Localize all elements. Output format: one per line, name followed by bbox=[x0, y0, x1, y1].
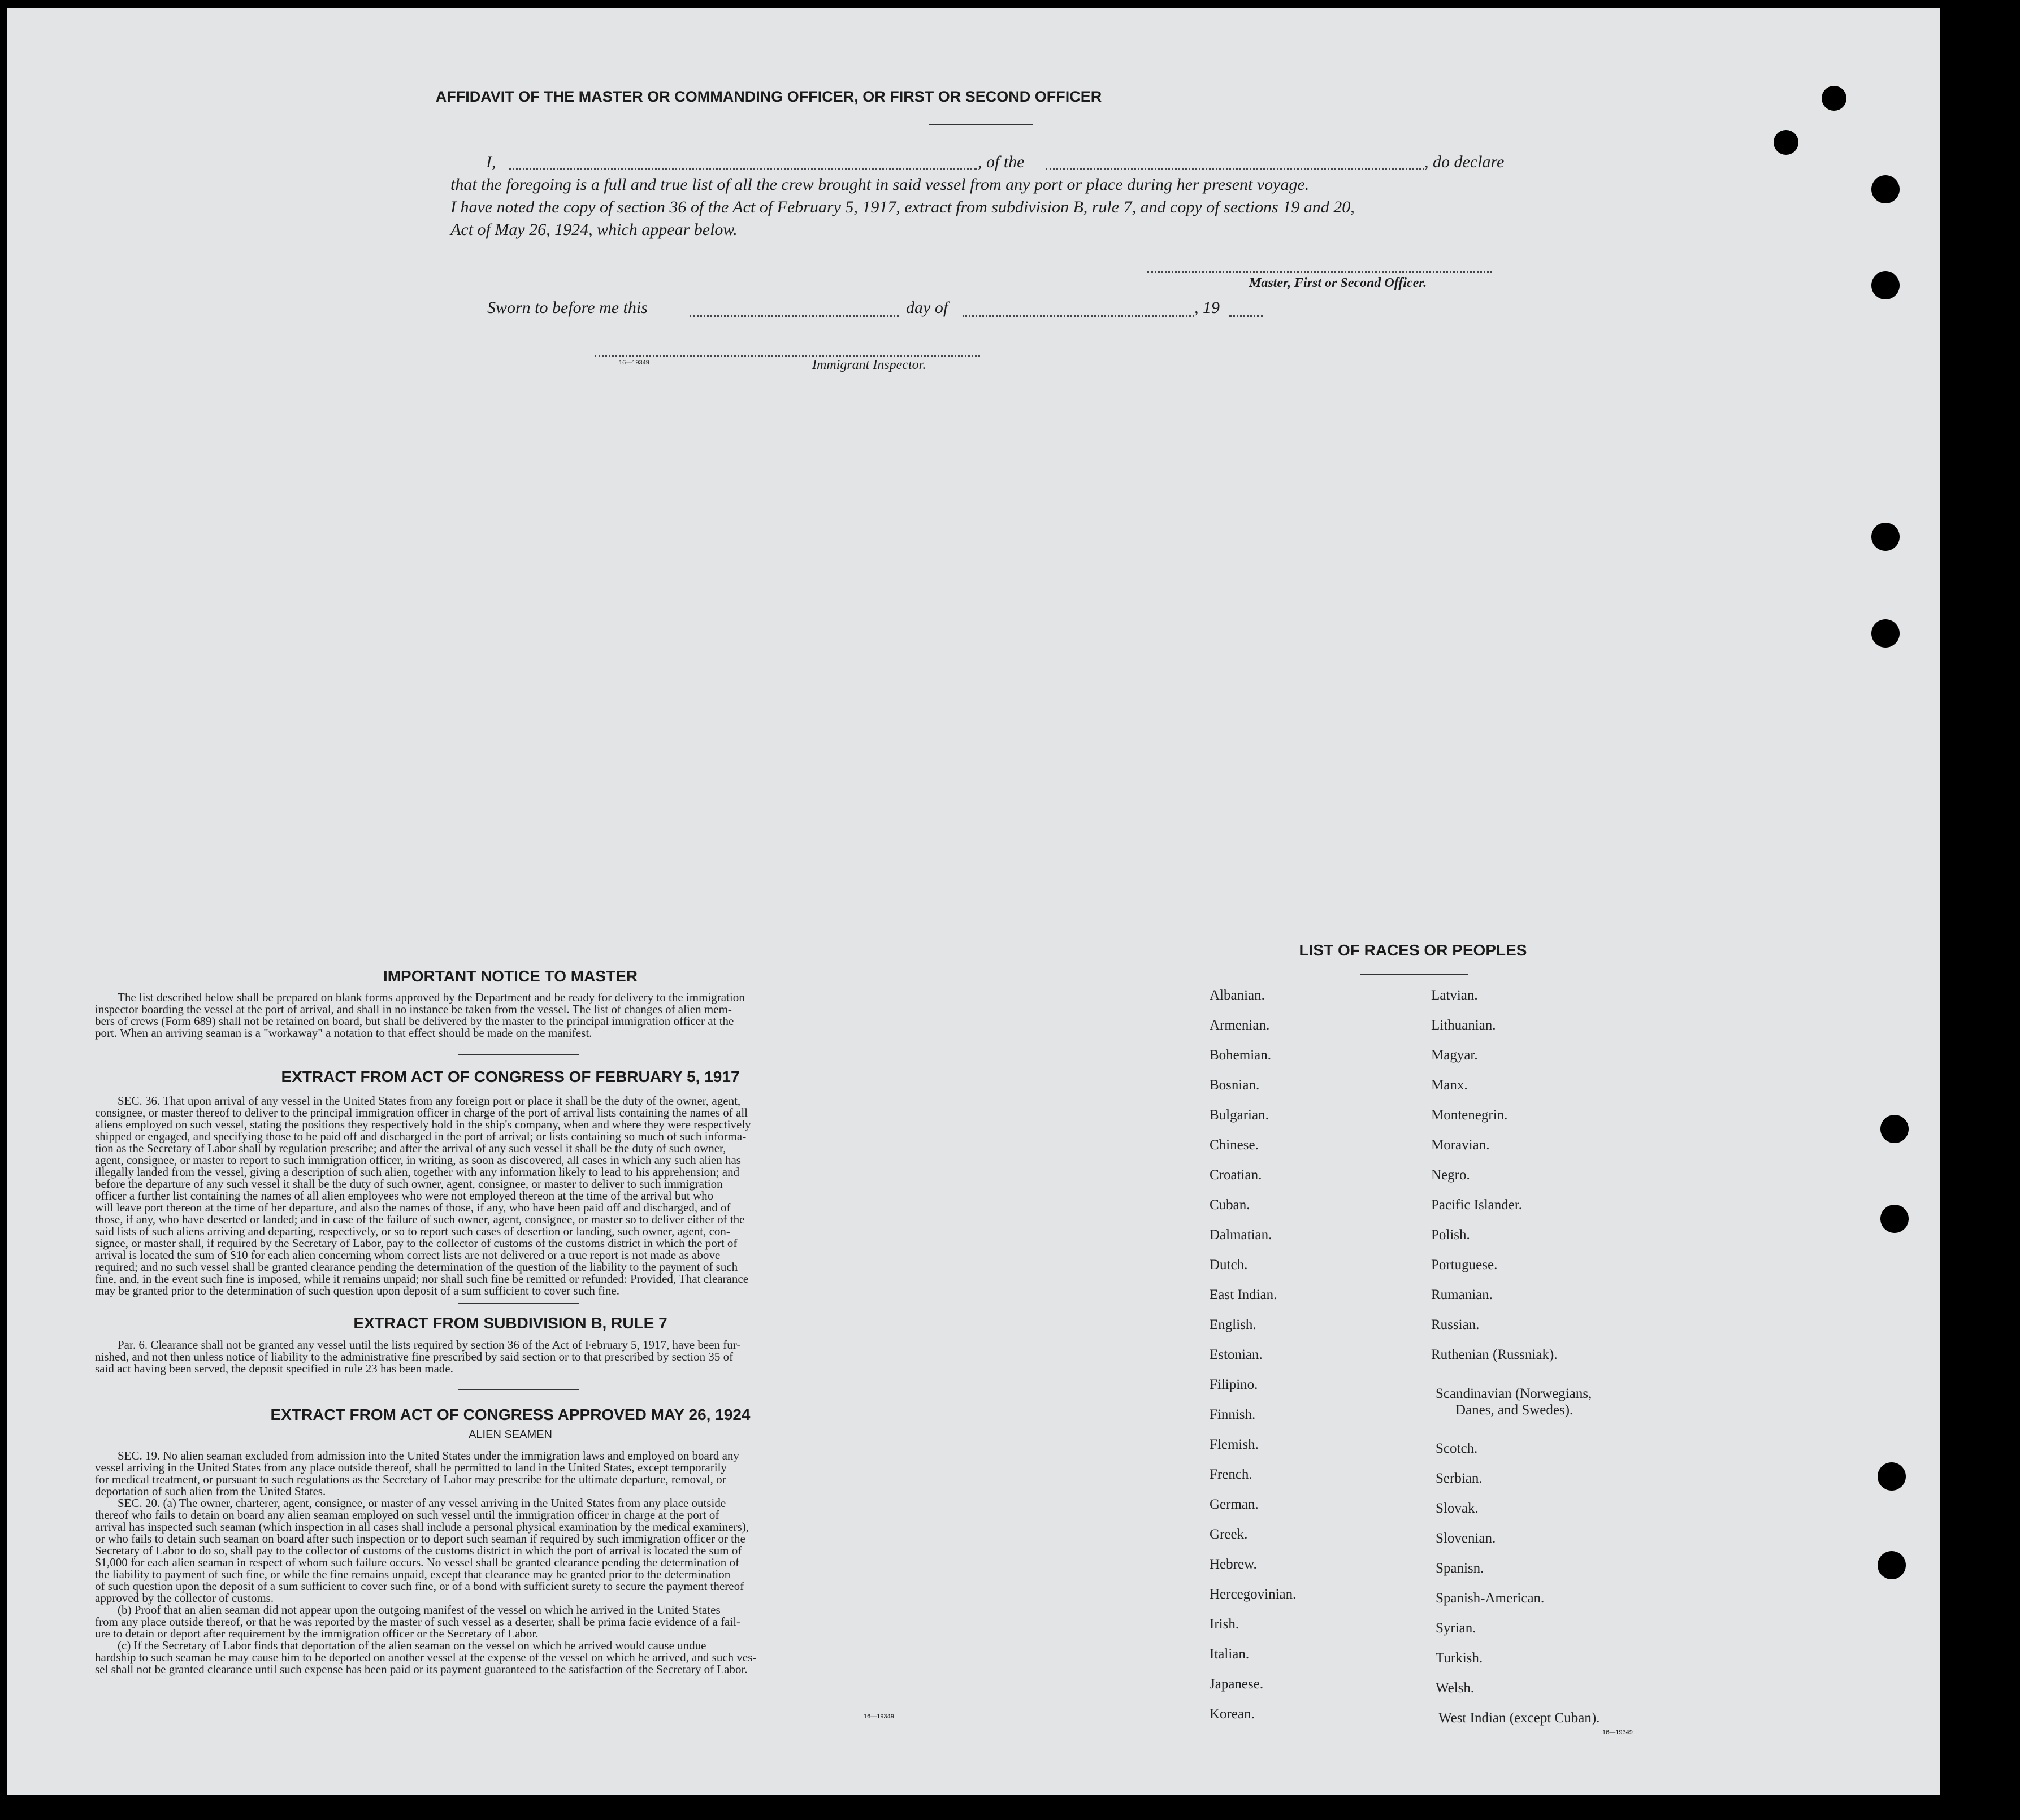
races-form-number: 16—19349 bbox=[1602, 1729, 1633, 1736]
race-left: Croatian. bbox=[1210, 1167, 1262, 1183]
sworn-label: Sworn to before me this bbox=[487, 298, 648, 317]
extract-1924-line: approved by the collector of customs. bbox=[95, 1591, 274, 1605]
affidavit-line-2: that the foregoing is a full and true list of all the crew brought in said vessel from any port or place during her present voyage. bbox=[450, 175, 1310, 194]
punch-hole bbox=[1774, 130, 1798, 155]
extract-1924-line: ure to detain or deport after requirement by the immigration officer or the Secretary of Labor. bbox=[95, 1627, 539, 1640]
affidavit-line-3: I have noted the copy of section 36 of the Act of February 5, 1917, extract from subdivision B, rule 7, and copy of sections 19 and 20, bbox=[450, 198, 1355, 216]
extract-1917-line: may be granted prior to the determination of such question upon deposit of a sum sufficient to cover such fine. bbox=[95, 1284, 620, 1297]
race-left: Dalmatian. bbox=[1210, 1227, 1272, 1243]
extract-1924-line: (b) Proof that an alien seaman did not appear upon the outgoing manifest of the vessel on which he arrived in the United States bbox=[118, 1603, 721, 1617]
extract-1924-line: vessel arriving in the United States from any place outside thereof, shall be permitted to land in the United States, except temporarily bbox=[95, 1461, 727, 1474]
race-right: Welsh. bbox=[1436, 1680, 1475, 1696]
extract-1917-line: fine, and, in the event such fine is imposed, while it remains unpaid; nor shall such fine be remitted or refunded: Provided, That clearance bbox=[95, 1272, 749, 1285]
race-right: Scandinavian (Norwegians, bbox=[1436, 1386, 1592, 1401]
sworn-date-field[interactable] bbox=[690, 315, 899, 317]
notice-rule bbox=[458, 1054, 579, 1055]
extract-1917-line: officer a further list containing the names of all alien employees who were not employed thereon at the time of the arrival but who bbox=[95, 1189, 714, 1202]
signature-field[interactable] bbox=[1147, 271, 1492, 273]
punch-hole bbox=[1880, 1115, 1909, 1143]
race-left: Korean. bbox=[1210, 1706, 1255, 1722]
extract-1917-line: illegally landed from the vessel, giving a description of such alien, together with any information likely to lead to his apprehension; and bbox=[95, 1165, 740, 1179]
extract-1924-line: SEC. 19. No alien seaman excluded from admission into the United States under the immigration laws and employed on board any bbox=[118, 1449, 739, 1462]
extract-1917-body bbox=[95, 1095, 926, 1297]
punch-hole bbox=[1871, 175, 1900, 203]
notice-line: port. When an arriving seaman is a "workaway" a notation to that effect should be made on the manifest. bbox=[95, 1026, 592, 1040]
notice-body bbox=[95, 992, 926, 1039]
race-left: Cuban. bbox=[1210, 1197, 1250, 1213]
extract-1917-line: those, if any, who have deserted or landed; and in case of the failure of such owner, agent, consignee, or master so to deliver either of the bbox=[95, 1213, 745, 1226]
race-left: Hercegovinian. bbox=[1210, 1587, 1297, 1602]
extract-1924-line: $1,000 for each alien seaman in respect of whom such failure occurs. No vessel shall be granted clearance pending the determination of bbox=[95, 1556, 739, 1569]
race-left: Bohemian. bbox=[1210, 1048, 1272, 1063]
affidavit-form-number: 16—19349 bbox=[619, 359, 649, 366]
extract-1917-line: will leave port thereon at the time of her departure, and also the names of those, if any, who have been paid off and discharged, and of bbox=[95, 1201, 731, 1214]
punch-hole bbox=[1871, 271, 1900, 299]
race-left: German. bbox=[1210, 1497, 1259, 1512]
race-right: Portuguese. bbox=[1431, 1257, 1498, 1272]
extract-1917-line: arrival is located the sum of $10 for each alien concerning whom correct lists are not delivered or a true report is not made as above bbox=[95, 1248, 721, 1262]
rule7-line: said act having been served, the deposit specified in rule 23 has been made. bbox=[95, 1362, 453, 1375]
race-right: Syrian. bbox=[1436, 1621, 1476, 1636]
race-right: Latvian. bbox=[1431, 988, 1478, 1003]
extract-1924-form-number: 16—19349 bbox=[864, 1713, 894, 1720]
signature-label: Master, First or Second Officer. bbox=[1249, 276, 1427, 290]
extract-1924-line: of such question upon the deposit of a sum sufficient to cover such fine, or of a bond with sufficient surety to secure the payment thereof bbox=[95, 1579, 744, 1593]
notice-line: The list described below shall be prepared on blank forms approved by the Department and be ready for delivery to the immigration bbox=[118, 991, 745, 1004]
punch-hole bbox=[1878, 1462, 1906, 1491]
extract-1917-line: tion as the Secretary of Labor shall by regulation prescribe; and after the arrival of any such vessel it shall be the duty of such owner, bbox=[95, 1141, 726, 1155]
race-left: East Indian. bbox=[1210, 1287, 1277, 1302]
extract-1924-line: Secretary of Labor to do so, shall pay to the collector of customs of the customs district in which the port of arrival is located the sum of bbox=[95, 1544, 742, 1557]
race-right: Manx. bbox=[1431, 1078, 1468, 1093]
rule7-line: nished, and not then unless notice of liability to the administrative fine prescribed by said section or to that prescribed by section 35 of bbox=[95, 1350, 734, 1363]
race-left: Irish. bbox=[1210, 1617, 1239, 1632]
extract-1917-line: required; and no such vessel shall be granted clearance pending the determination of the question of the liability to the payment of such bbox=[95, 1260, 738, 1274]
vessel-field[interactable] bbox=[1046, 168, 1424, 170]
race-left: Flemish. bbox=[1210, 1437, 1259, 1452]
race-right: Danes, and Swedes). bbox=[1455, 1402, 1573, 1418]
extract-1924-line: hardship to such seaman he may cause him to be deported on another vessel at the expense of the vessel on which he arrived, and such ves- bbox=[95, 1650, 757, 1664]
sworn-month-field[interactable] bbox=[963, 315, 1194, 317]
affidavit-title-rule bbox=[929, 124, 1033, 125]
extract-1917-rule bbox=[458, 1303, 579, 1304]
extract-1917-line: SEC. 36. That upon arrival of any vessel in the United States from any foreign port or place it shall be the duty of the owner, agent, bbox=[118, 1094, 741, 1107]
affidavit-do-declare: , do declare bbox=[1424, 153, 1505, 171]
race-right: Slovenian. bbox=[1436, 1531, 1496, 1546]
race-left: Dutch. bbox=[1210, 1257, 1248, 1272]
race-right: Pacific Islander. bbox=[1431, 1197, 1523, 1213]
race-right: Rumanian. bbox=[1431, 1287, 1493, 1302]
race-left: Chinese. bbox=[1210, 1137, 1259, 1153]
race-right: Russian. bbox=[1431, 1317, 1480, 1332]
race-right: Slovak. bbox=[1436, 1501, 1479, 1516]
notice-line: inspector boarding the vessel at the port of arrival, and shall in no instance be taken from the vessel. The list of changes of alien mem- bbox=[95, 1002, 732, 1016]
race-left: Finnish. bbox=[1210, 1407, 1256, 1422]
affidavit-of-the: , of the bbox=[978, 153, 1025, 171]
race-right: Serbian. bbox=[1436, 1471, 1483, 1486]
race-left: Hebrew. bbox=[1210, 1557, 1257, 1572]
punch-hole bbox=[1880, 1205, 1909, 1233]
extract-1924-line: (c) If the Secretary of Labor finds that deportation of the alien seaman on the vessel on which he arrived would cause undue bbox=[118, 1639, 706, 1652]
rule7-line: Par. 6. Clearance shall not be granted any vessel until the lists required by section 36 of the Act of February 5, 1917, have been fur- bbox=[118, 1338, 741, 1352]
name-field[interactable] bbox=[509, 168, 977, 170]
races-title: LIST OF RACES OR PEOPLES bbox=[1299, 941, 1527, 959]
race-right: Turkish. bbox=[1436, 1650, 1483, 1666]
extract-1924-line: deportation of such alien from the United States. bbox=[95, 1484, 326, 1498]
race-right: Polish. bbox=[1431, 1227, 1470, 1243]
extract-1917-line: aliens employed on such vessel, stating the positions they respectively hold in the ship's company, when and where they were respectively bbox=[95, 1118, 751, 1131]
extract-1924-line: thereof who fails to detain on board any alien seaman employed on such vessel until the immigration officer in charge at the port of bbox=[95, 1508, 719, 1522]
race-left: Bulgarian. bbox=[1210, 1107, 1269, 1123]
year-label: , 19 bbox=[1194, 298, 1220, 317]
extract-1917-line: consignee, or master thereof to deliver to the principal immigration officer in charge of the port of arrival lists containing the names of all bbox=[95, 1106, 748, 1119]
extract-1924-line: the liability to payment of such fine, or while the fine remains unpaid, except that clearance may be granted prior to the determination bbox=[95, 1567, 731, 1581]
affidavit-i: I, bbox=[486, 153, 496, 171]
race-right: Scotch. bbox=[1436, 1441, 1478, 1456]
extract-1924-title: EXTRACT FROM ACT OF CONGRESS APPROVED MAY 26, 1924 bbox=[270, 1406, 751, 1423]
affidavit-line-4: Act of May 26, 1924, which appear below. bbox=[450, 220, 738, 239]
extract-1917-line: signee, or master shall, if required by the Secretary of Labor, pay to the collector of customs of the customs district in which the port of bbox=[95, 1236, 738, 1250]
extract-1924-line: from any place outside thereof, or that he was reported by the master of such vessel as a deserter, shall be prima facie evidence of a fail- bbox=[95, 1615, 741, 1628]
extract-1917-line: agent, consignee, or master to report to such immigration officer, in writing, as soon as discovered, all cases in which any such alien has bbox=[95, 1153, 741, 1167]
extract-1917-title: EXTRACT FROM ACT OF CONGRESS OF FEBRUARY 5, 1917 bbox=[281, 1068, 740, 1085]
race-right: Negro. bbox=[1431, 1167, 1470, 1183]
extract-1924-line: sel shall not be granted clearance until such expense has been paid or its payment guaranteed to the satisfaction of the Secretary of Labor. bbox=[95, 1662, 748, 1676]
rule7-title: EXTRACT FROM SUBDIVISION B, RULE 7 bbox=[353, 1314, 667, 1332]
inspector-signature-field[interactable] bbox=[595, 355, 980, 357]
notice-line: bers of crews (Form 689) shall not be retained on board, but shall be delivered by the master to the principal immigration officer at the bbox=[95, 1014, 734, 1028]
punch-hole bbox=[1822, 86, 1846, 111]
sworn-year-field[interactable] bbox=[1229, 315, 1263, 317]
race-right: Lithuanian. bbox=[1431, 1018, 1496, 1033]
race-left: Italian. bbox=[1210, 1647, 1250, 1662]
race-left: Greek. bbox=[1210, 1527, 1248, 1542]
race-right: Spanisn. bbox=[1436, 1561, 1484, 1576]
extract-1924-subtitle: ALIEN SEAMEN bbox=[469, 1428, 552, 1441]
extract-1924-line: for medical treatment, or pursuant to such regulations as the Secretary of Labor may prescribe for the ultimate departure, removal, or bbox=[95, 1472, 726, 1486]
extract-1917-line: shipped or engaged, and specifying those to be paid off and discharged in the port of arrival; or lists containing so much of such informa- bbox=[95, 1130, 747, 1143]
race-right: Montenegrin. bbox=[1431, 1107, 1508, 1123]
inspector-label: Immigrant Inspector. bbox=[812, 358, 926, 372]
race-right: West Indian (except Cuban). bbox=[1438, 1710, 1600, 1726]
extract-1924-line: arrival has inspected such seaman (which inspection in all cases shall include a personal physical examination by the medical examiners), bbox=[95, 1520, 749, 1534]
race-right: Ruthenian (Russniak). bbox=[1431, 1347, 1558, 1362]
punch-hole bbox=[1871, 523, 1900, 551]
extract-1924-line: or who fails to detain such seaman on board after such inspection or to deport such seaman if required by such immigration officer or the bbox=[95, 1532, 745, 1545]
extract-1917-line: said lists of such aliens arriving and departing, respectively, or so to report such cases of desertion or landing, such owner, agent, con- bbox=[95, 1224, 730, 1238]
notice-title: IMPORTANT NOTICE TO MASTER bbox=[383, 967, 638, 985]
rule7-rule bbox=[458, 1389, 579, 1390]
race-left: Bosnian. bbox=[1210, 1078, 1260, 1093]
race-left: Albanian. bbox=[1210, 988, 1265, 1003]
race-left: Estonian. bbox=[1210, 1347, 1263, 1362]
punch-hole bbox=[1871, 619, 1900, 648]
day-of-label: day of bbox=[906, 298, 948, 317]
race-right: Spanish-American. bbox=[1436, 1591, 1545, 1606]
race-left: English. bbox=[1210, 1317, 1256, 1332]
affidavit-title: AFFIDAVIT OF THE MASTER OR COMMANDING OFFICER, OR FIRST OR SECOND OFFICER bbox=[435, 88, 1102, 105]
extract-1924-line: SEC. 20. (a) The owner, charterer, agent, consignee, or master of any vessel arriving in the United States from any place outside bbox=[118, 1496, 726, 1510]
race-right: Moravian. bbox=[1431, 1137, 1490, 1153]
races-title-rule bbox=[1360, 974, 1468, 975]
punch-hole bbox=[1878, 1551, 1906, 1579]
extract-1917-line: before the departure of any such vessel it shall be the duty of such owner, agent, consignee, or master to deliver to such immigration bbox=[95, 1177, 723, 1191]
race-left: French. bbox=[1210, 1467, 1252, 1482]
extract-1924-body bbox=[95, 1450, 926, 1675]
race-right: Magyar. bbox=[1431, 1048, 1478, 1063]
race-left: Filipino. bbox=[1210, 1377, 1258, 1392]
rule7-body bbox=[95, 1339, 926, 1375]
race-left: Japanese. bbox=[1210, 1676, 1264, 1692]
race-left: Armenian. bbox=[1210, 1018, 1270, 1033]
